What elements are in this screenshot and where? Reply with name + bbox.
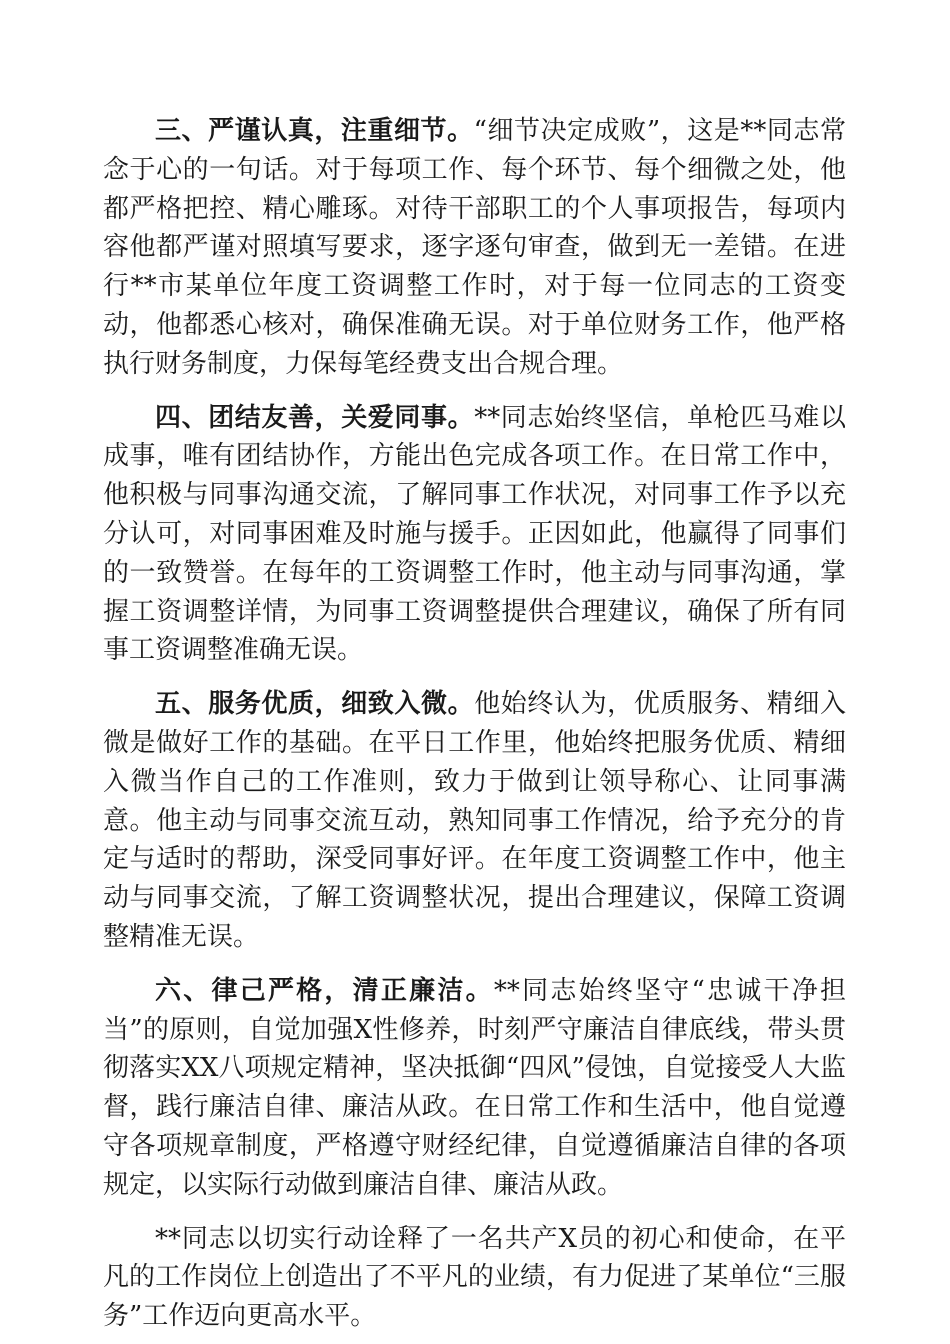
paragraph-4 xyxy=(103,399,846,671)
paragraph-6-heading: 六、律己严格，清正廉洁。 xyxy=(155,975,494,1006)
paragraph-3 xyxy=(103,112,846,384)
paragraph-3-heading: 三、严谨认真，注重细节。 xyxy=(155,116,474,146)
paragraph-6-text: **同志始终坚守“忠诚干净担当”的原则，自觉加强X性修养，时刻严守廉洁自律底线，带头贯彻落实XX八项规定精神，坚决抵御“四风”侵蚀，自觉接受人大监督，践行廉洁自律、廉洁从政。在日常工作和生活中，他自觉遵守各项规章制度，严格遵守财经纪律，自觉遵循廉洁自律的各项规定，以实际行动做到廉洁自律、廉洁从政。 xyxy=(103,975,846,1200)
paragraph-5-text: 他始终认为，优质服务、精细入微是做好工作的基础。在平日工作里，他始终把服务优质、精细入微当作自己的工作准则，致力于做到让领导称心、让同事满意。他主动与同事交流互动，熟知同事工作情况，给予充分的肯定与适时的帮助，深受同事好评。在年度工资调整工作中，他主动与同事交流，了解工资调整状况，提出合理建议，保障工资调整精准无误。 xyxy=(103,689,846,952)
closing-paragraph-text: **同志以切实行动诠释了一名共产X员的初心和使命，在平凡的工作岗位上创造出了不平凡的业绩，有力促进了某单位“三服务”工作迈向更高水平。 xyxy=(103,1223,846,1332)
paragraph-6 xyxy=(103,972,846,1205)
closing-paragraph xyxy=(103,1220,846,1336)
paragraph-3-text: “细节决定成败”，这是**同志常念于心的一句话。对于每项工作、每个环节、每个细微之处，他都严格把控、精心雕琢。对待干部职工的个人事项报告，每项内容他都严谨对照填写要求，逐字逐句审查，做到无一差错。在进行**市某单位年度工资调整工作时，对于每一位同志的工资变动，他都悉心核对，确保准确无误。对于单位财务工作，他严格执行财务制度，力保每笔经费支出合规合理。 xyxy=(103,116,846,379)
paragraph-4-heading: 四、团结友善，关爱同事。 xyxy=(155,402,475,433)
paragraph-5-heading: 五、服务优质，细致入微。 xyxy=(155,689,475,720)
document-body xyxy=(103,112,846,1336)
paragraph-5 xyxy=(103,685,846,957)
paragraph-4-text: **同志始终坚信，单枪匹马难以成事，唯有团结协作，方能出色完成各项工作。在日常工作中，他积极与同事沟通交流，了解同事工作状况，对同事工作予以充分认可，对同事困难及时施与援手。正因如此，他赢得了同事们的一致赞誉。在每年的工资调整工作时，他主动与同事沟通，掌握工资调整详情，为同事工资调整提供合理建议，确保了所有同事工资调整准确无误。 xyxy=(103,402,846,666)
